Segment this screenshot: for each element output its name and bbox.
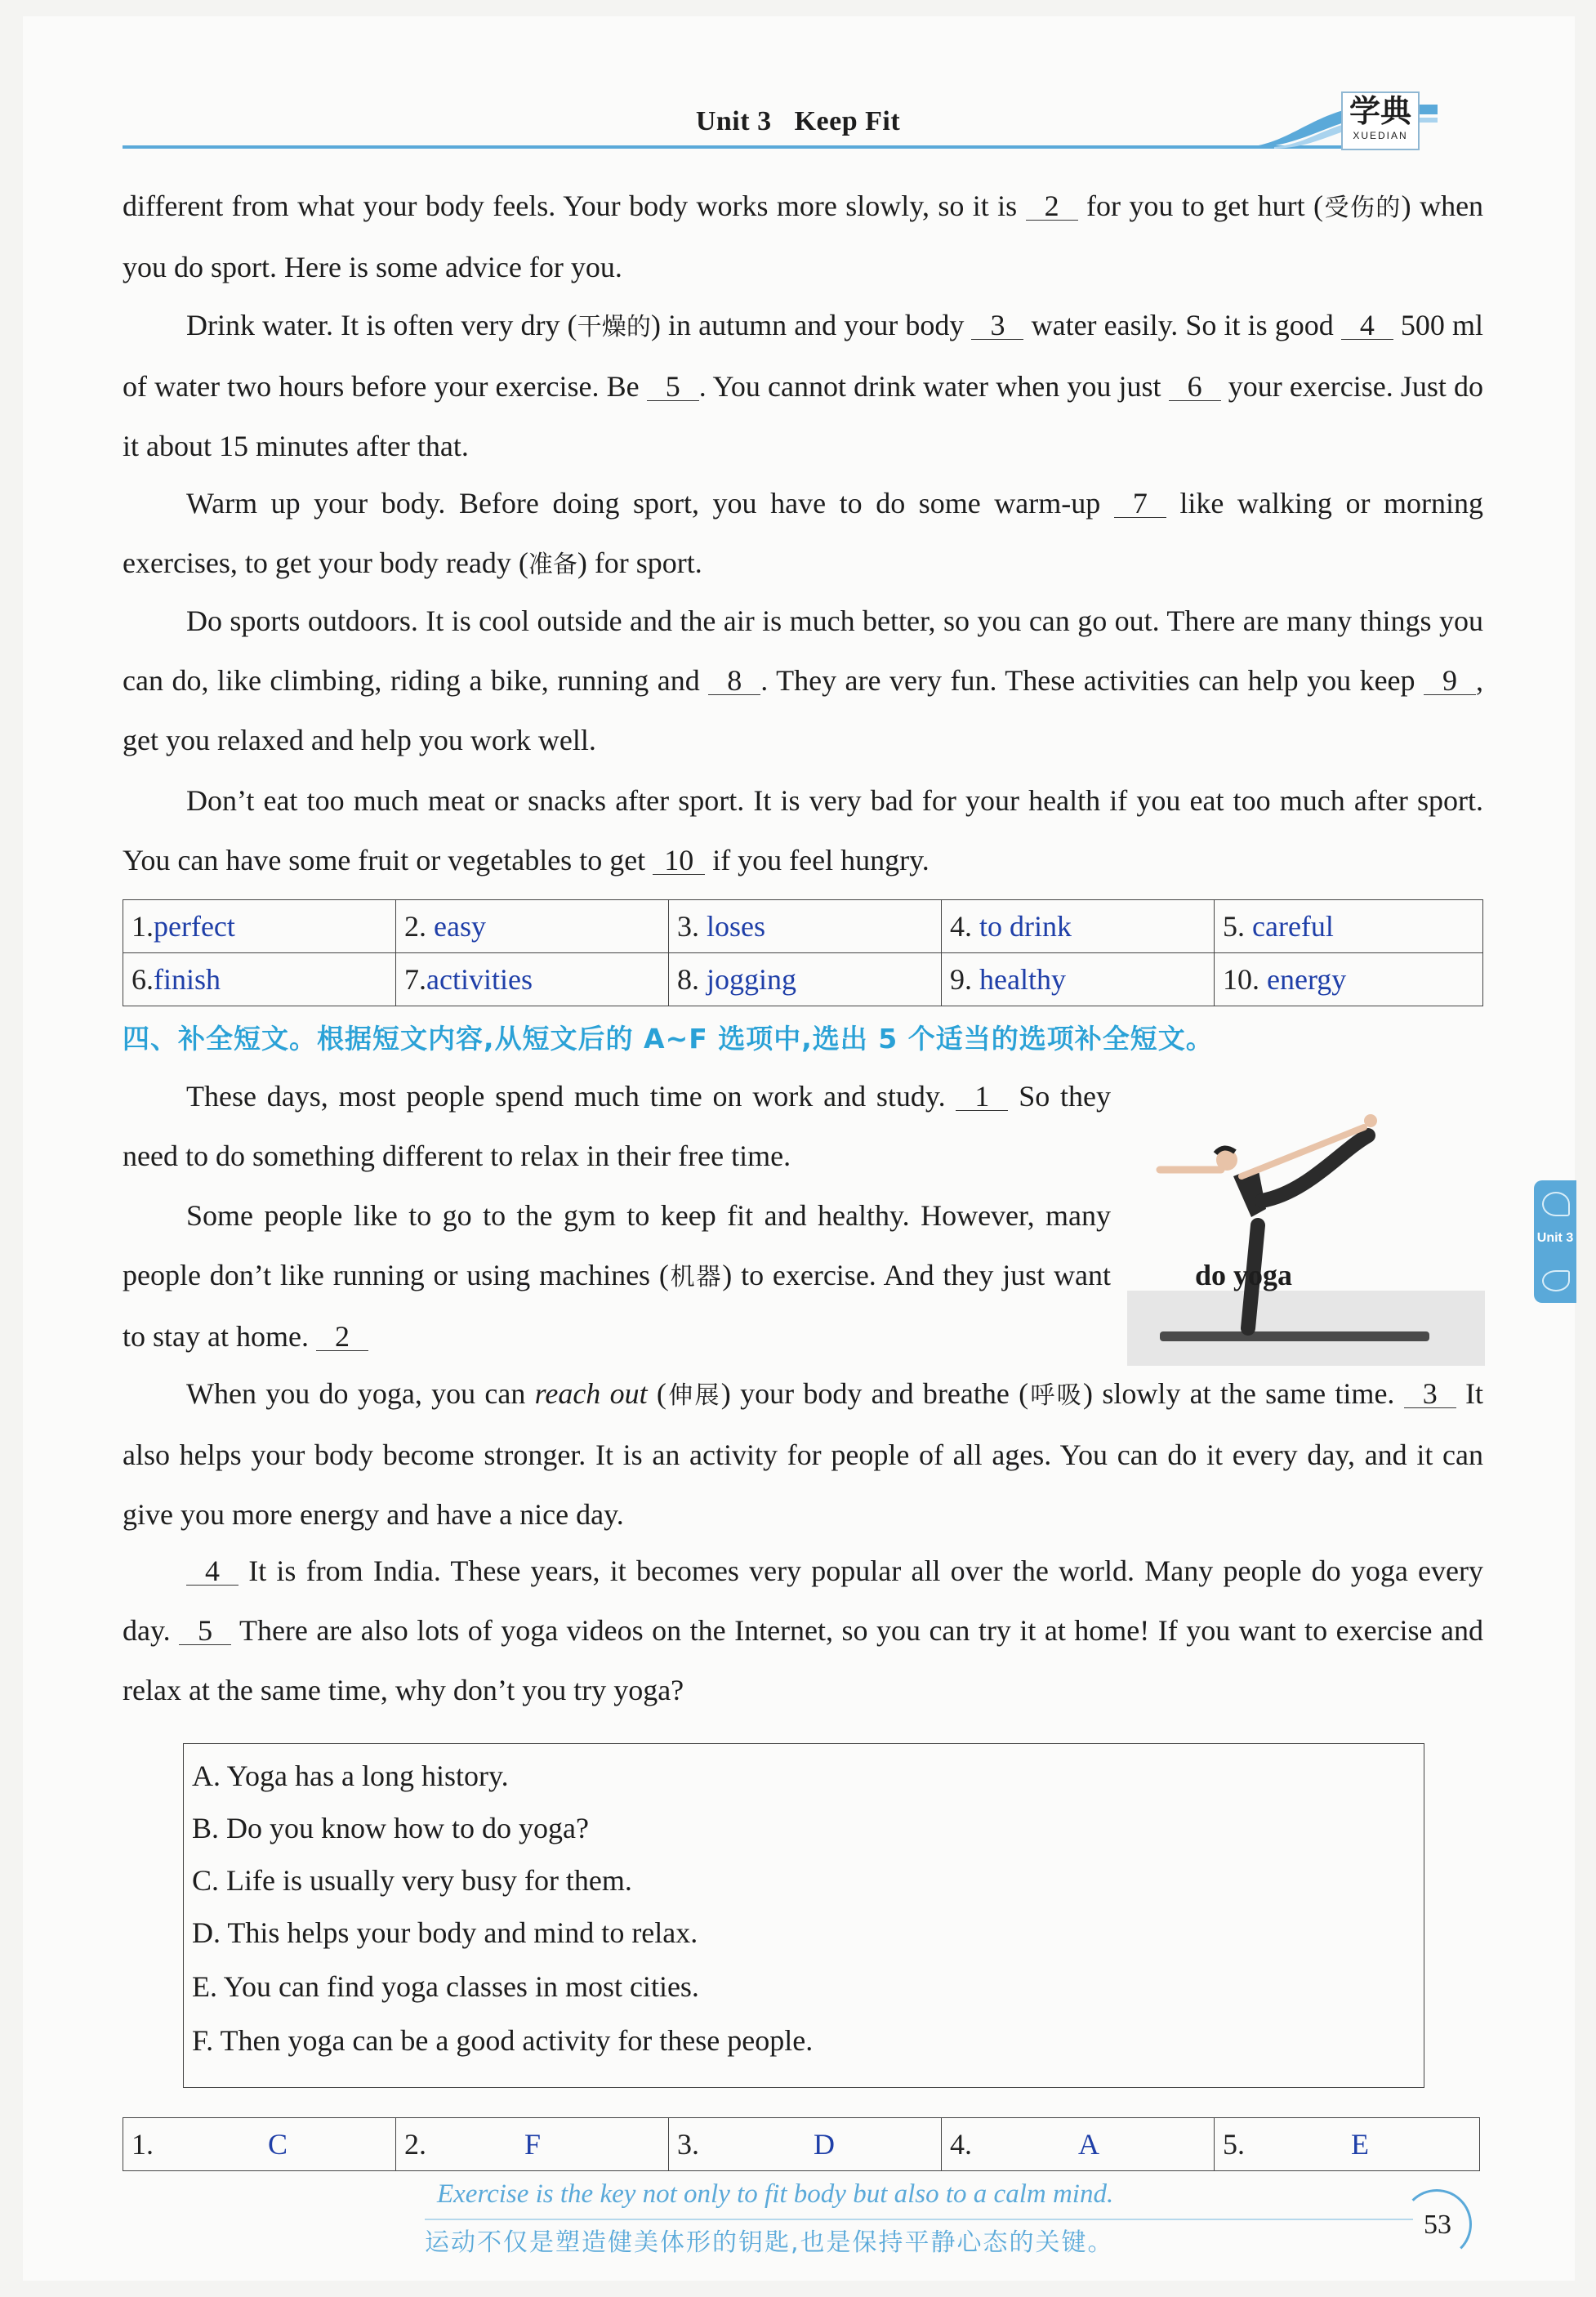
blank-5: 5 <box>179 1617 231 1645</box>
blank-9: 9 <box>1424 667 1476 695</box>
option-b: B. Do you know how to do yoga? <box>192 1812 589 1844</box>
table-row: 1. C 2. F 3. D 4. A 5. E <box>123 2118 1480 2171</box>
answer-value: jogging <box>707 963 797 996</box>
logo-sub-text: XUEDIAN <box>1353 130 1408 141</box>
answer-value: A <box>1078 2128 1099 2161</box>
side-tab-label: Unit 3 <box>1536 1231 1574 1245</box>
option-f: F. Then yoga can be a good activity for these people. <box>192 2024 814 2057</box>
answer-value: activities <box>426 963 533 996</box>
page-number: 53 <box>1424 2210 1451 2240</box>
answer-table-passage3 <box>123 899 1483 1006</box>
blank-3: 3 <box>1404 1380 1456 1408</box>
footer-rule <box>425 2219 1413 2220</box>
options-box <box>183 1743 1424 2088</box>
publisher-logo <box>1341 91 1420 150</box>
blank-4: 4 <box>1341 311 1393 340</box>
answer-value: healthy <box>979 963 1066 996</box>
blank-8: 8 <box>708 667 760 695</box>
blank-3: 3 <box>971 311 1023 340</box>
answer-value: finish <box>154 963 221 996</box>
section-4-heading: 四、补全短文。根据短文内容,从短文后的 A~F 选项中,选出 5 个适当的选项补全短文。 <box>123 1023 1214 1055</box>
answer-table-passage4 <box>123 2117 1480 2171</box>
blank-5: 5 <box>647 372 699 401</box>
logo-main-text: 学典 <box>1349 92 1411 129</box>
blank-7: 7 <box>1114 489 1166 518</box>
answer-value: C <box>268 2128 288 2161</box>
answer-value: energy <box>1267 963 1347 996</box>
header-rule <box>123 145 1413 149</box>
passage4-paragraph-1: These days, most people spend much time on work and study. 1 So they need to do something different to relax in their free time. <box>123 1080 1112 1172</box>
option-a: A. Yoga has a long history. <box>192 1760 509 1792</box>
blank-2: 2 <box>316 1322 368 1351</box>
passage3-paragraph-4: Do sports outdoors. It is cool outside and the air is much better, so you can go out. There are many things you can do, like climbing, riding a bike, running and 8 . They are very fun. These activities can help you keep 9 , get you relaxed and help you work well. <box>123 604 1484 756</box>
blank-6: 6 <box>1169 372 1221 401</box>
option-d: D. This helps your body and mind to relax. <box>192 1916 698 1949</box>
wing-icon <box>1542 1192 1570 1216</box>
unit-side-tab <box>1534 1180 1576 1303</box>
answer-value: E <box>1351 2128 1369 2161</box>
footer-motto-chinese: 运动不仅是塑造健美体形的钥匙,也是保持平静心态的关键。 <box>425 2228 1114 2257</box>
option-c: C. Life is usually very busy for them. <box>192 1864 632 1897</box>
answer-value: careful <box>1252 910 1334 943</box>
unit-label: Unit 3 <box>695 106 772 136</box>
passage4-paragraph-3: When you do yoga, you can reach out (伸展) your body and breathe (呼吸) slowly at the same time. 3 It also helps your body become stronger. It is an activity for people of all ages. You can do it every day, and it can give you more energy and have a nice day. <box>123 1377 1484 1531</box>
table-row: 1.perfect 2. easy 3. loses 4. to drink 5. careful <box>123 900 1483 953</box>
passage4-paragraph-2: Some people like to go to the gym to keep fit and healthy. However, many people don’t like running or using machines (机器) to exercise. And they just want to stay at home. 2 <box>123 1199 1112 1353</box>
wing-icon <box>1542 1270 1570 1291</box>
answer-value: easy <box>434 910 486 943</box>
blank-4: 4 <box>186 1557 239 1586</box>
passage3-paragraph-2: Drink water. It is often very dry (干燥的) in autumn and your body 3 water easily. So it is good 4 500 ml of water two hours before your exercise. Be 5 . You cannot drink water when you just 6 your exercise. Just do it about 15 minutes after that. <box>123 309 1484 462</box>
passage4-paragraph-4: 4 It is from India. These years, it becomes very popular all over the world. Many people do yoga every day. 5 There are also lots of yoga videos on the Internet, so you can try it at home! If you want to exercise and relax at the same time, why don’t you try yoga? <box>123 1554 1483 1706</box>
blank-10: 10 <box>653 846 705 875</box>
unit-title: Keep Fit <box>794 106 901 136</box>
answer-value: F <box>524 2128 542 2161</box>
answer-value: perfect <box>154 910 235 943</box>
answer-value: loses <box>707 910 765 943</box>
blank-1: 1 <box>956 1082 1008 1111</box>
figure-caption: do yoga <box>1195 1259 1293 1291</box>
footer-motto-english: Exercise is the key not only to fit body but also to a calm mind. <box>437 2179 1114 2209</box>
option-e: E. You can find yoga classes in most cities. <box>192 1970 699 2003</box>
answer-value: to drink <box>979 910 1072 943</box>
answer-value: D <box>814 2128 835 2161</box>
yoga-pose-illustration <box>1127 1103 1485 1366</box>
passage3-paragraph-3: Warm up your body. Before doing sport, you have to do some warm-up 7 like walking or morning exercises, to get your body ready (准备) for sport. <box>123 487 1484 579</box>
table-row: 6.finish 7.activities 8. jogging 9. healthy 10. energy <box>123 953 1483 1006</box>
passage3-paragraph-5: Don’t eat too much meat or snacks after sport. It is very bad for your health if you eat too much after sport. You can have some fruit or vegetables to get 10 if you feel hungry. <box>123 784 1483 876</box>
blank-2: 2 <box>1026 192 1078 221</box>
passage3-paragraph-1: different from what your body feels. Your body works more slowly, so it is 2 for you to get hurt (受伤的) when you do sport. Here is some advice for you. <box>123 190 1484 283</box>
